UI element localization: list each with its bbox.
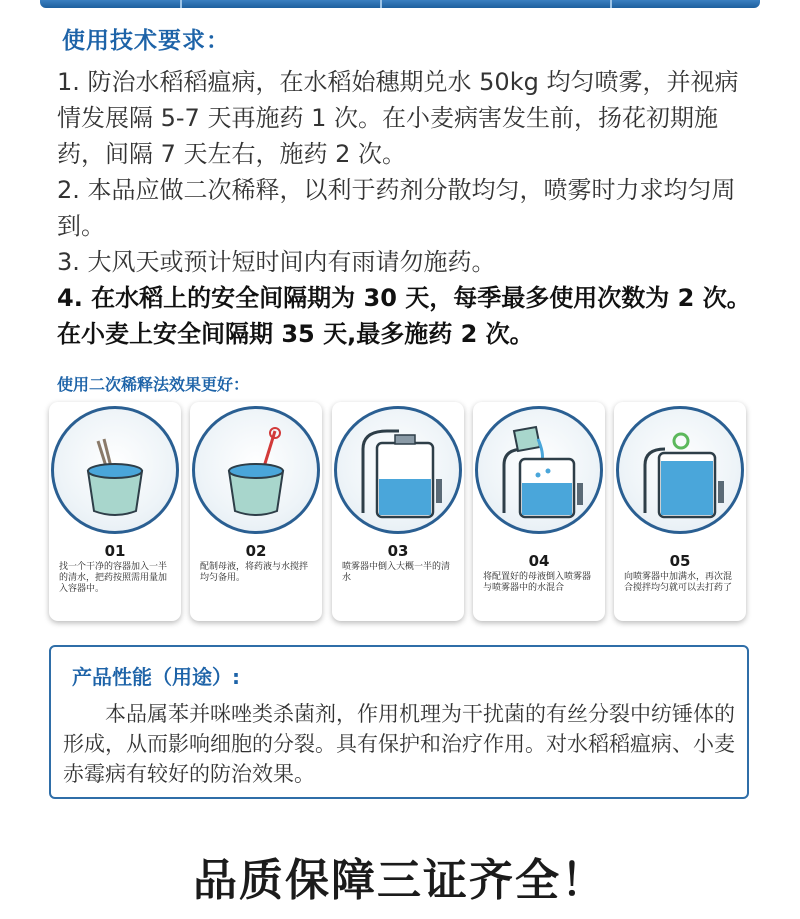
step-text: 找一个干净的容器加入一半的清水，把药按照需用量加入容器中。: [59, 562, 168, 594]
dilution-title: 使用二次稀释法效果更好：: [57, 375, 250, 394]
sprayer-half-water-icon: [334, 406, 462, 534]
pour-into-sprayer-icon: [475, 406, 603, 534]
dilution-step-5: [614, 402, 746, 621]
performance-title: 产品性能（用途）:: [72, 665, 240, 689]
dilution-step-2: [190, 402, 322, 621]
step-number: 05: [669, 552, 691, 570]
tech-requirement-1: 1. 防治水稻稻瘟病，在水稻始穗期兑水 50kg 均匀喷雾，并视病情发展隔 5-7 天再施药 1 次。在小麦病害发生前，扬花初期施药，间隔 7 天左右，施药 2 次。: [57, 68, 739, 168]
tech-requirement-4: 4. 在水稻上的安全间隔期为 30 天，每季最多使用次数为 2 次。在小麦上安全间隔期 35 天,最多施药 2 次。: [57, 284, 751, 348]
dilution-step-1: [49, 402, 181, 621]
bucket-with-stirrers-icon: [51, 406, 179, 534]
dilution-step-3: [332, 402, 464, 621]
step-text: 喷雾器中倒入大概一半的清水: [342, 562, 451, 583]
tech-requirement-2: 2. 本品应做二次稀释，以利于药剂分散均匀，喷雾时力求均匀周到。: [57, 176, 736, 240]
step-text: 将配置好的母液倒入喷雾器与喷雾器中的水混合: [483, 572, 592, 593]
performance-text: [63, 699, 747, 789]
sprayer-full-icon: [616, 406, 744, 534]
step-text: 配制母液，将药液与水搅拌均匀备用。: [200, 562, 309, 583]
step-number: 03: [387, 542, 409, 560]
dilution-step-4: [473, 402, 605, 621]
step-number: 01: [104, 542, 126, 560]
step-number: 04: [528, 552, 550, 570]
bucket-stirring-icon: [192, 406, 320, 534]
step-text: 向喷雾器中加满水，再次混合搅拌均匀就可以去打药了: [624, 572, 733, 593]
quality-guarantee-title: 品质保障三证齐全！: [193, 855, 607, 906]
performance-text-body: 本品属苯并咪唑类杀菌剂，作用机理为干扰菌的有丝分裂中纺锤体的形成，从而影响细胞的分裂。具有保护和治疗作用。对水稻稻瘟病、小麦赤霉病有较好的防治效果。: [63, 702, 735, 786]
tech-requirements-title: 使用技术要求：: [62, 28, 230, 54]
performance-box: [49, 645, 749, 799]
step-number: 02: [245, 542, 267, 560]
tech-requirement-3: 3. 大风天或预计短时间内有雨请勿施药。: [57, 248, 496, 276]
top-decor-strip: [40, 0, 760, 8]
